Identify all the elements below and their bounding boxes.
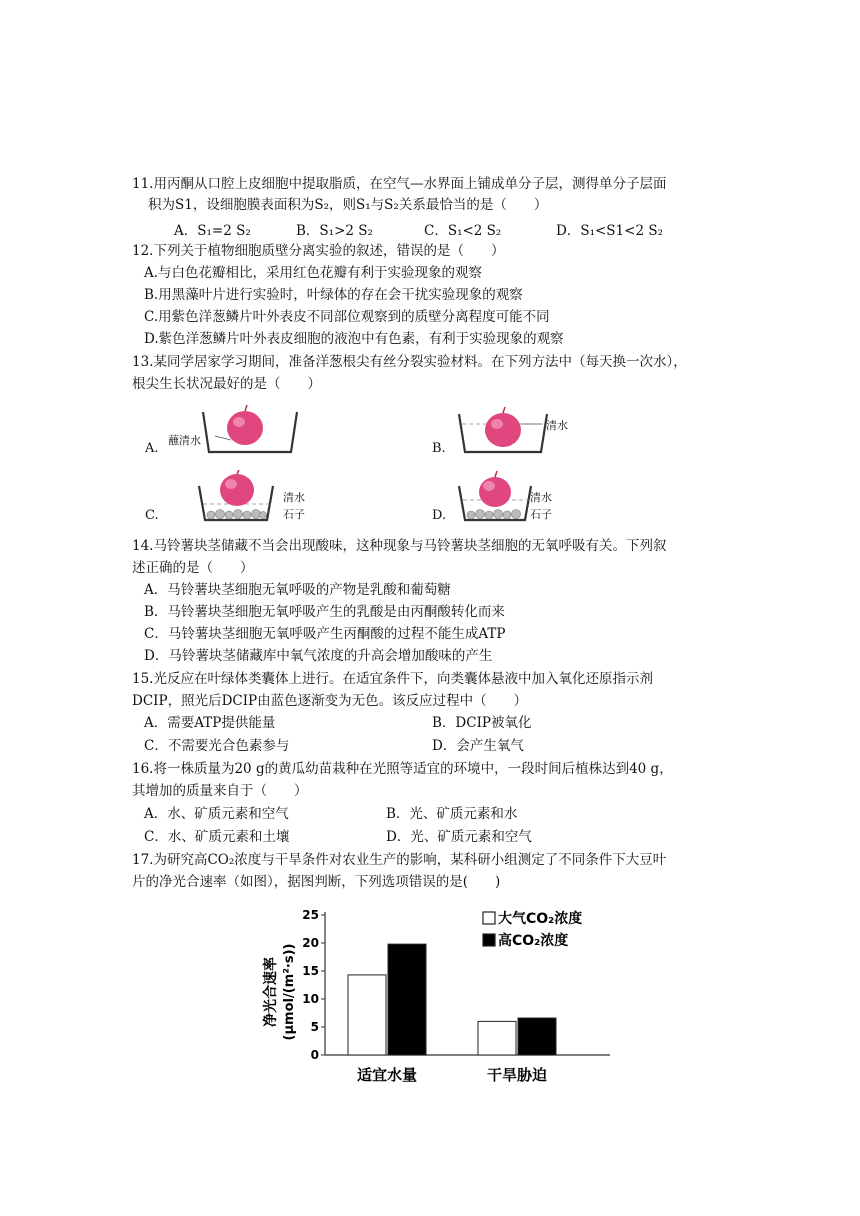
q13-b-water-label: 清水 xyxy=(546,419,568,432)
q14-option-d: D．马铃薯块茎储藏库中氧气浓度的升高会增加酸味的产生 xyxy=(144,648,493,664)
q13-c-stone-label: 石子 xyxy=(283,508,305,521)
q13-stem-line1: 13.某同学居家学习期间，准备洋葱根尖有丝分裂实验材料。在下列方法中（每天换一次水）， xyxy=(132,354,687,370)
q15-option-a: A．需要ATP提供能量 xyxy=(144,715,276,731)
x-category-label: 适宜水量 xyxy=(356,1066,418,1084)
q16-stem-line2: 其增加的质量来自于（ ） xyxy=(132,783,308,799)
q16-option-b: B．光、矿质元素和水 xyxy=(386,806,518,822)
q12-option-d: D.紫色洋葱鳞片叶外表皮细胞的液泡中有色素，有利于实验现象的观察 xyxy=(144,331,564,347)
q14-stem-line2: 述正确的是（ ） xyxy=(132,560,254,576)
q13-figure-d xyxy=(455,470,539,526)
q13-label-c: C. xyxy=(145,508,159,523)
q13-label-a: A. xyxy=(145,441,159,456)
q17-stem-line1: 17.为研究高CO₂浓度与干旱条件对农业生产的影响，某科研小组测定了不同条件下大豆叶 xyxy=(132,852,667,868)
q15-option-d: D．会产生氧气 xyxy=(432,738,524,754)
q15-stem-line2: DCIP，照光后DCIP由蓝色逐渐变为无色。该反应过程中（ ） xyxy=(132,693,528,709)
q13-figure-c xyxy=(195,470,281,526)
y-tick-label: 20 xyxy=(302,936,319,950)
bar-ambient-0 xyxy=(348,975,386,1055)
stones-icon xyxy=(467,510,521,520)
q12-stem: 12.下列关于植物细胞质壁分离实验的叙述，错误的是（ ） xyxy=(132,243,505,259)
onion-icon xyxy=(220,474,254,506)
onion-icon xyxy=(479,477,511,507)
q13-label-d: D. xyxy=(432,508,447,523)
q16-option-a: A．水、矿质元素和空气 xyxy=(144,806,289,822)
y-tick-label: 10 xyxy=(302,992,319,1006)
q16-option-d: D．光、矿质元素和空气 xyxy=(386,829,532,845)
bar-high-0 xyxy=(388,944,426,1055)
onion-icon xyxy=(227,411,263,445)
bar-ambient-1 xyxy=(478,1021,516,1055)
q12-option-c: C.用紫色洋葱鳞片叶外表皮不同部位观察到的质壁分离程度可能不同 xyxy=(144,309,550,325)
legend-label: 大气CO₂浓度 xyxy=(498,911,583,927)
q14-stem-line1: 14.马铃薯块茎储藏不当会出现酸味，这种现象与马铃薯块茎细胞的无氧呼吸有关。下列叙 xyxy=(132,538,667,554)
q11-option-d: D．S₁<S1<2 S₂ xyxy=(556,223,663,239)
q13-a-water-label: 蘸清水 xyxy=(168,434,201,447)
q13-figure-a xyxy=(195,402,305,458)
q13-c-water-label: 清水 xyxy=(283,491,305,504)
y-axis-unit: (μmol/(m²·s)) xyxy=(282,943,297,1041)
q16-option-c: C．水、矿质元素和土壤 xyxy=(144,829,290,845)
q11-stem-line2: 积为S1，设细胞膜表面积为S₂，则S₁与S₂关系最恰当的是（ ） xyxy=(148,197,548,213)
legend-swatch xyxy=(483,934,495,946)
q12-option-b: B.用黑藻叶片进行实验时，叶绿体的存在会干扰实验现象的观察 xyxy=(144,287,523,303)
q11-stem-line1: 11.用丙酮从口腔上皮细胞中提取脂质，在空气—水界面上铺成单分子层，测得单分子层面 xyxy=(132,176,667,192)
legend-label: 高CO₂浓度 xyxy=(498,933,569,949)
q14-option-a: A．马铃薯块茎细胞无氧呼吸的产物是乳酸和葡萄糖 xyxy=(144,582,451,598)
q13-d-stone-label: 石子 xyxy=(530,508,552,521)
y-axis-label: 净光合速率 xyxy=(263,957,279,1027)
y-tick-label: 25 xyxy=(302,908,319,922)
q15-option-b: B．DCIP被氧化 xyxy=(432,715,532,731)
q11-option-b: B．S₁>2 S₂ xyxy=(296,223,373,239)
y-tick-label: 15 xyxy=(302,964,319,978)
legend-swatch xyxy=(483,912,495,924)
q16-stem-line1: 16.将一株质量为20 g的黄瓜幼苗栽种在光照等适宜的环境中，一段时间后植株达到40 g， xyxy=(132,761,673,777)
q15-stem-line1: 15.光反应在叶绿体类囊体上进行。在适宜条件下，向类囊体悬液中加入氧化还原指示剂 xyxy=(132,671,653,687)
onion-icon xyxy=(485,413,521,447)
x-category-label: 干旱胁迫 xyxy=(486,1066,548,1084)
q17-stem-line2: 片的净光合速率（如图），据图判断，下列选项错误的是( ) xyxy=(132,874,501,890)
y-tick-label: 0 xyxy=(310,1048,319,1062)
q11-option-a: A．S₁=2 S₂ xyxy=(174,223,251,239)
bar-high-1 xyxy=(518,1018,556,1055)
q15-option-c: C．不需要光合色素参与 xyxy=(144,738,290,754)
q13-d-water-label: 清水 xyxy=(530,491,552,504)
q13-stem-line2: 根尖生长状况最好的是（ ） xyxy=(132,376,321,392)
y-tick-label: 5 xyxy=(310,1020,319,1034)
q14-option-c: C．马铃薯块茎细胞无氧呼吸产生丙酮酸的过程不能生成ATP xyxy=(144,626,506,642)
q13-figure-b xyxy=(455,402,560,458)
stones-icon xyxy=(207,510,267,520)
q11-option-c: C．S₁<2 S₂ xyxy=(424,223,502,239)
q12-option-a: A.与白色花瓣相比，采用红色花瓣有利于实验现象的观察 xyxy=(144,265,483,281)
q14-option-b: B．马铃薯块茎细胞无氧呼吸产生的乳酸是由丙酮酸转化而来 xyxy=(144,604,505,620)
q13-label-b: B. xyxy=(432,441,446,456)
net-photosynthesis-bar-chart xyxy=(255,900,615,1090)
